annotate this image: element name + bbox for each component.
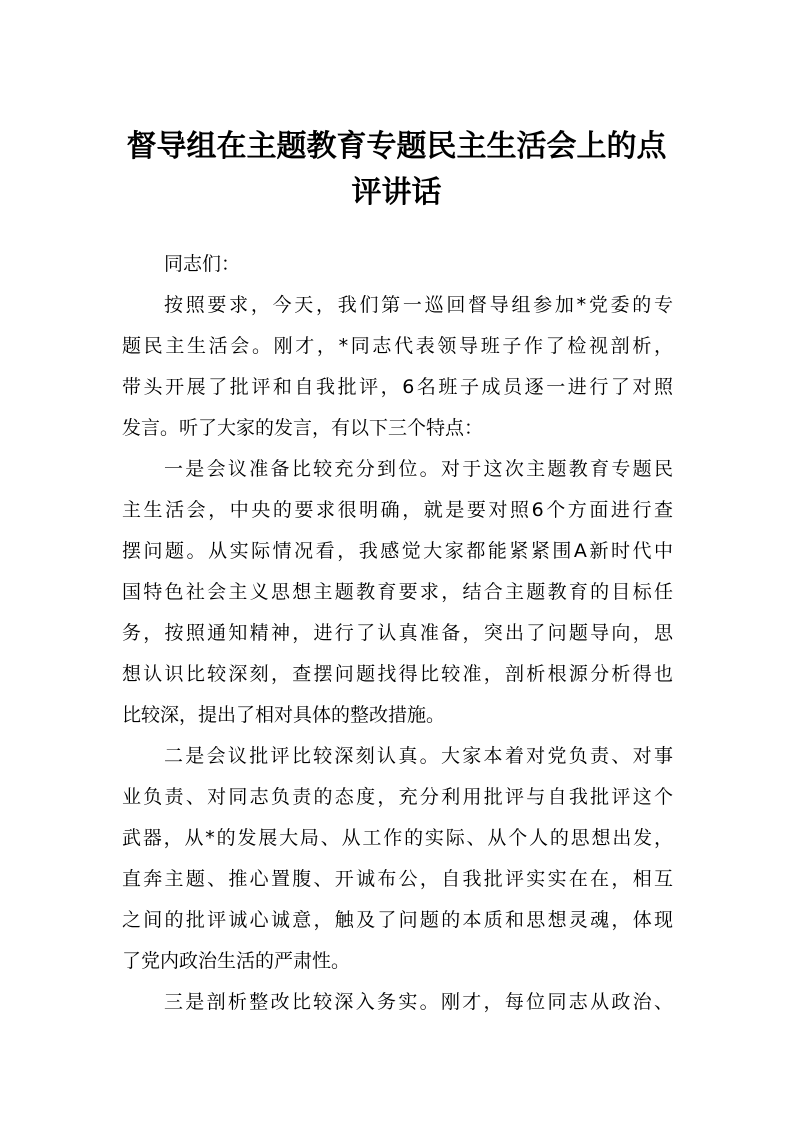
paragraph-line: 题民主生活会。刚才，*同志代表领导班子作了检视剖析，: [122, 335, 673, 357]
paragraph-line: 三是剖析整改比较深入务实。刚才，每位同志从政治、: [164, 991, 673, 1013]
paragraph-line: 摆问题。从实际情况看，我感觉大家都能紧紧围A新时代中: [122, 540, 673, 562]
document-title-line-1: 督导组在主题教育专题民主生活会上的点: [126, 129, 667, 164]
salutation: 同志们：: [164, 253, 241, 275]
paragraph-line: 二是会议批评比较深刻认真。大家本着对党负责、对事: [164, 745, 673, 767]
paragraph-line: 之间的批评诚心诚意，触及了问题的本质和思想灵魂，体现: [122, 909, 673, 931]
paragraph-line: 比较深，提出了相对具体的整改措施。: [122, 704, 446, 726]
document-title-line-2: 评讲话: [351, 175, 442, 210]
paragraph-line: 直奔主题、推心置腹、开诚布公，自我批评实实在在，相互: [122, 868, 673, 890]
paragraph-line: 业负责、对同志负责的态度，充分利用批评与自我批评这个: [122, 786, 673, 808]
paragraph-line: 国特色社会主义思想主题教育要求，结合主题教育的目标任: [122, 581, 673, 603]
paragraph-line: 武器，从*的发展大局、从工作的实际、从个人的思想出发，: [122, 827, 673, 849]
paragraph-line: 务，按照通知精神，进行了认真准备，突出了问题导向，思: [122, 622, 673, 644]
paragraph-line: 了党内政治生活的严肃性。: [122, 950, 351, 972]
paragraph-line: 发言。听了大家的发言，有以下三个特点：: [122, 417, 484, 439]
paragraph-line: 带头开展了批评和自我批评，6名班子成员逐一进行了对照: [122, 376, 673, 398]
paragraph-line: 主生活会，中央的要求很明确，就是要对照6个方面进行查: [122, 499, 673, 521]
document-body: [122, 244, 673, 1023]
paragraph-line: 一是会议准备比较充分到位。对于这次主题教育专题民: [164, 458, 673, 480]
paragraph-line: 按照要求，今天，我们第一巡回督导组参加*党委的专: [164, 294, 673, 316]
paragraph-line: 想认识比较深刻，查摆问题找得比较准，剖析根源分析得也: [122, 663, 673, 685]
